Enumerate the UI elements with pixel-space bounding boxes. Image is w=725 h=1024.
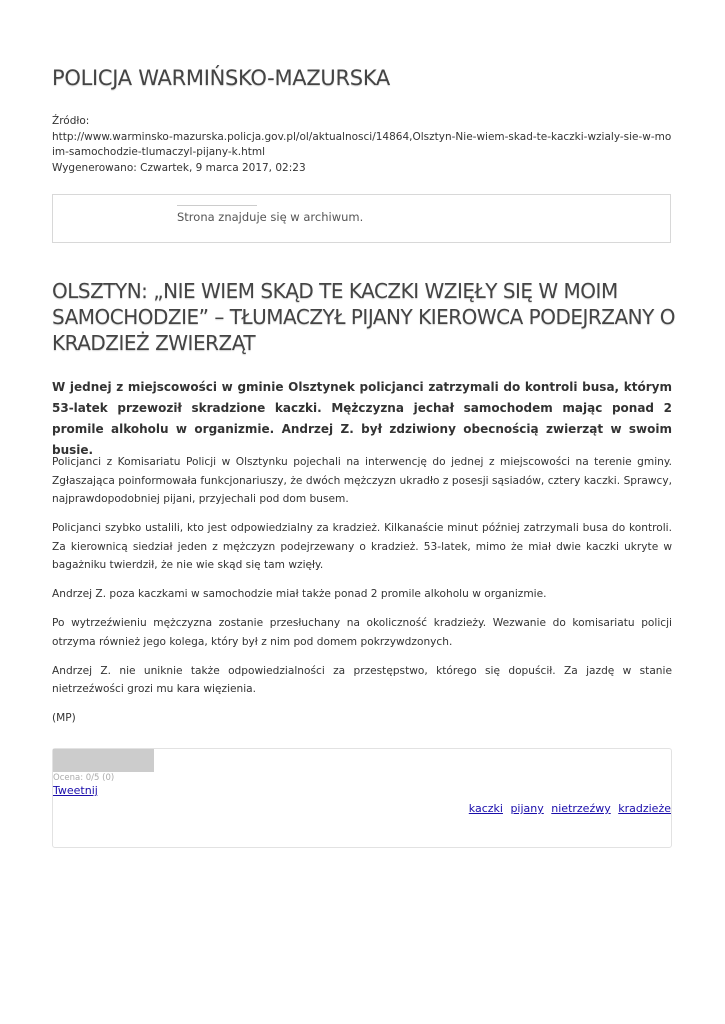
rating-text: Ocena: 0/5 (0): [53, 773, 115, 783]
tweet-link[interactable]: Tweetnij: [53, 784, 98, 797]
article-paragraph: Andrzej Z. nie uniknie także odpowiedzialności za przestępstwo, którego się dopuścił. Za jazdę w stanie nietrzeźwości grozi mu kara więzienia.: [52, 664, 672, 695]
source-label: Źródło:: [52, 115, 90, 127]
tag-link-pijany[interactable]: pijany: [510, 802, 544, 815]
generated-date: Wygenerowano: Czwartek, 9 marca 2017, 02:23: [52, 161, 306, 174]
archive-notice: Strona znajduje się w archiwum.: [177, 210, 364, 224]
article-body: [52, 453, 672, 738]
article-title: OLSZTYN: „NIE WIEM SKĄD TE KACZKI WZIĘŁY SIĘ W MOIM SAMOCHODZIE” – TŁUMACZYŁ PIJANY KIEROWCA PODEJRZANY O KRADZIEŻ ZWIERZĄT: [52, 279, 675, 355]
archive-divider: [177, 205, 257, 206]
archive-notice-box: [52, 194, 671, 243]
article-lead: W jednej z miejscowości w gminie Olsztynek policjanci zatrzymali do kontroli busa, którym 53-latek przewoził skradzione kaczki. Mężczyzna jechał samochodem mając ponad 2 promile alkoholu w organizmie. Andrzej Z. był zdziwiony obecnością zwierząt w swoim busie.: [52, 380, 672, 457]
article-paragraph: Policjanci z Komisariatu Policji w Olsztynku pojechali na interwencję do jednej z miejscowości na terenie gminy. Zgłaszająca poinformowała funkcjonariuszy, że dwóch mężczyzn ukradło z posesji sąsiadów, cztery kaczki. Sprawcy, najprawdopodobniej pijani, przyjechali pod dom busem.: [52, 456, 672, 505]
article-footer: [52, 748, 672, 848]
tag-list: [465, 802, 671, 815]
article-paragraph: Policjanci szybko ustalili, kto jest odpowiedzialny za kradzież. Kilkanaście minut później zatrzymali busa do kontroli. Za kierownicą siedział jeden z mężczyzn podejrzewany o kradzież. 53-latek, mimo że miał dwie kaczki ukryte w bagażniku twierdził, że nie wie skąd się tam wzięły.: [52, 522, 672, 571]
source-url: http://www.warminsko-mazurska.policja.gov.pl/ol/aktualnosci/14864,Olsztyn-Nie-wiem-skad-te-kaczki-wzialy-sie-w-moim-samochodzie-tlumaczyl-pijany-k.html: [52, 130, 672, 158]
article-paragraph: Po wytrzeźwieniu mężczyzna zostanie przesłuchany na okoliczność kradzieży. Wezwanie do komisariatu policji otrzyma również jego kolega, który był z nim pod domem pokrzywdzonych.: [52, 617, 672, 648]
article-author: (MP): [52, 712, 76, 724]
tag-link-kradzieze[interactable]: kradzieże: [618, 802, 671, 815]
article-paragraph: Andrzej Z. poza kaczkami w samochodzie miał także ponad 2 promile alkoholu w organizmie.: [52, 588, 547, 600]
rating-stars[interactable]: [53, 749, 154, 772]
tag-link-nietrzezwy[interactable]: nietrzeźwy: [551, 802, 611, 815]
document-meta: [52, 114, 674, 176]
tag-link-kaczki[interactable]: kaczki: [468, 802, 503, 815]
site-title: POLICJA WARMIŃSKO-MAZURSKA: [52, 66, 390, 90]
